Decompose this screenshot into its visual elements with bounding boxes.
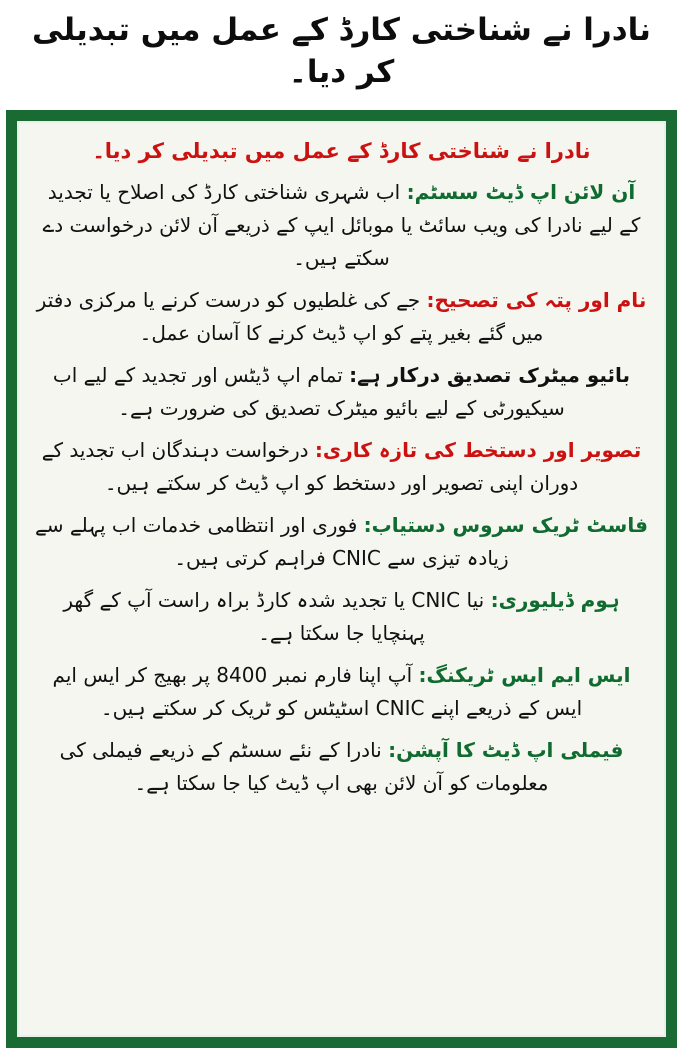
list-item-body: درخواست دہندگان اب تجدید کے دوران اپنی تصویر اور دستخط کو اپ ڈیٹ کر سکتے ہیں۔ xyxy=(41,438,579,496)
list-item-body: آپ اپنا فارم نمبر 8400 پر بھیج کر ایس ایم ایس کے ذریعے اپنے CNIC اسٹیٹس کو ٹریک کر سکتے ہیں۔ xyxy=(52,663,583,721)
list-item xyxy=(35,509,648,575)
green-border-frame xyxy=(6,110,677,1048)
content-panel xyxy=(17,121,666,1037)
list-item-body: نیا CNIC یا تجدید شدہ کارڈ براہ راست آپ کے گھر پہنچایا جا سکتا ہے۔ xyxy=(63,588,485,646)
list-item-lead: ہوم ڈیلیوری: xyxy=(490,588,620,613)
list-item xyxy=(35,176,648,275)
list-item-lead: تصویر اور دستخط کی تازہ کاری: xyxy=(314,438,642,463)
list-item xyxy=(35,734,648,800)
list-item xyxy=(35,284,648,350)
list-item-body: فوری اور انتظامی خدمات اب پہلے سے زیادہ تیزی سے CNIC فراہم کرتی ہیں۔ xyxy=(35,513,509,571)
list-item-body: نادرا کے نئے سسٹم کے ذریعے فیملی کی معلومات کو آن لائن بھی اپ ڈیٹ کیا جا سکتا ہے۔ xyxy=(59,738,549,796)
points-list xyxy=(35,176,648,800)
subtitle-heading: نادرا نے شناختی کارڈ کے عمل میں تبدیلی کر دیا۔ xyxy=(92,138,591,163)
list-item-lead: آن لائن اپ ڈیٹ سسٹم: xyxy=(406,180,636,205)
list-item-lead: نام اور پتہ کی تصحیح: xyxy=(426,288,647,313)
list-item xyxy=(35,359,648,425)
list-item-body: جے کی غلطیوں کو درست کرنے یا مرکزی دفتر میں گئے بغیر پتے کو اپ ڈیٹ کرنے کا آسان عمل۔ xyxy=(36,288,544,346)
list-item-lead: بائیو میٹرک تصدیق درکار ہے: xyxy=(349,363,631,388)
list-item-body: اب شہری شناختی کارڈ کی اصلاح یا تجدید کے لیے نادرا کی ویب سائٹ یا موبائل ایپ کے ذریعے آن لائن درخواست دے سکتے ہیں۔ xyxy=(42,180,641,271)
list-item-lead: فیملی اپ ڈیٹ کا آپشن: xyxy=(388,738,624,763)
list-item-body: تمام اپ ڈیٹس اور تجدید کے لیے اب سیکیورٹی کے لیے بائیو میٹرک تصدیق کی ضرورت ہے۔ xyxy=(52,363,565,421)
header-band xyxy=(0,0,683,110)
list-item-lead: فاسٹ ٹریک سروس دستیاب: xyxy=(363,513,648,538)
page-title: نادرا نے شناختی کارڈ کے عمل میں تبدیلی کر دیا۔ xyxy=(32,12,651,90)
list-item xyxy=(35,434,648,500)
list-item xyxy=(35,659,648,725)
list-item xyxy=(35,584,648,650)
list-item-lead: ایس ایم ایس ٹریکنگ: xyxy=(418,663,631,688)
